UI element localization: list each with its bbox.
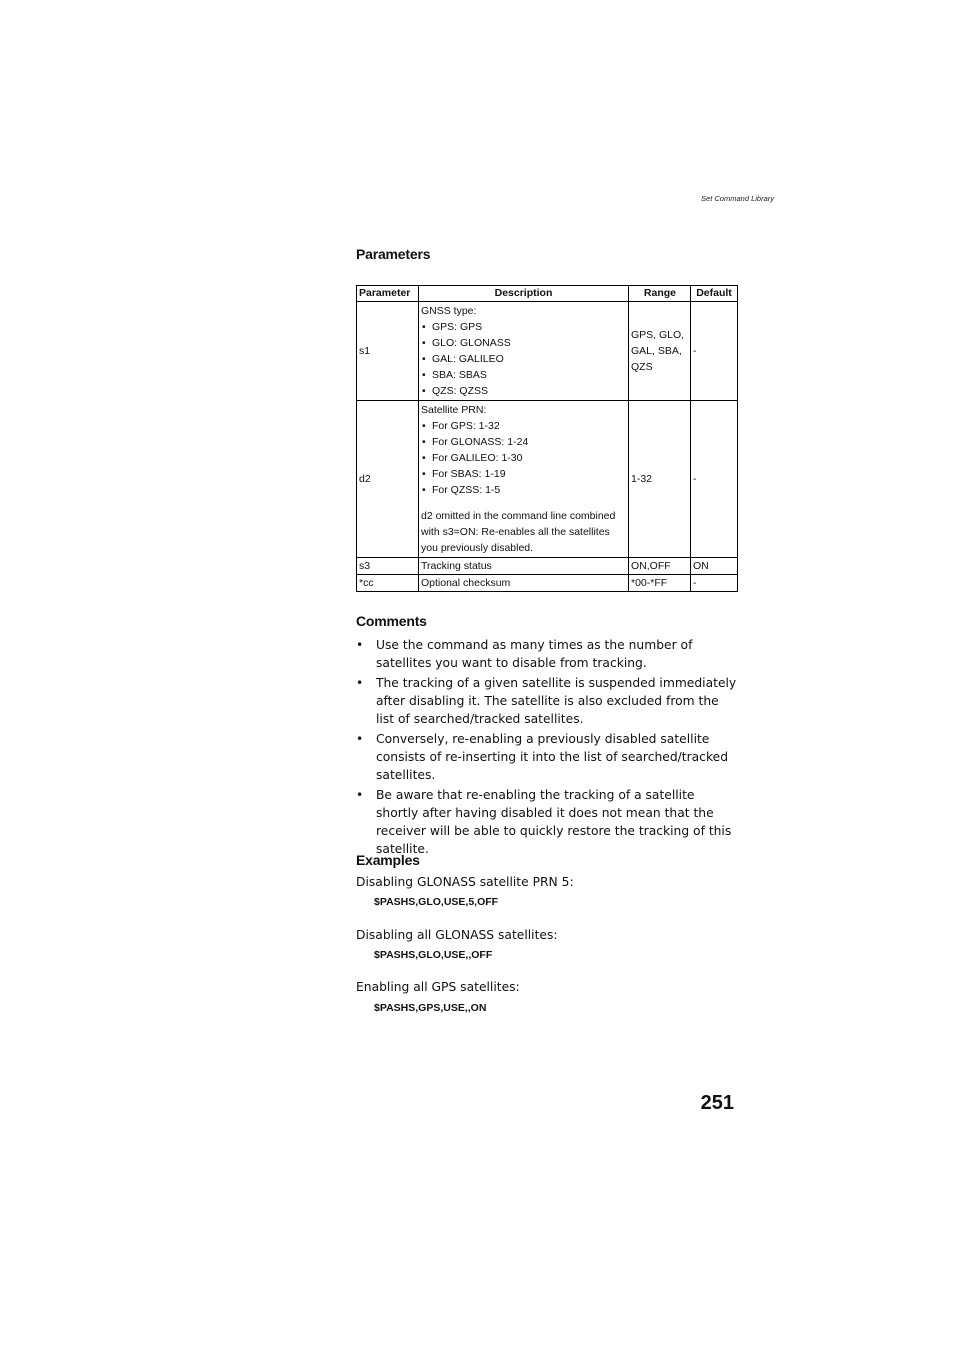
page-number: 251 xyxy=(700,1092,734,1114)
example-description: Enabling all GPS satellites: xyxy=(356,980,520,994)
range-cell: 1-32 xyxy=(629,401,691,558)
default-cell: - xyxy=(691,302,738,401)
range-cell: ON,OFF xyxy=(629,558,691,575)
list-item: • GLO: GLONASS xyxy=(421,335,626,351)
column-header-default: Default xyxy=(691,286,738,302)
list-item: • Conversely, re-enabling a previously disabled satellite consists of re-inserting it into the list of searched/tracked satellites. xyxy=(356,730,740,784)
parameters-table xyxy=(356,285,738,592)
list-item: • Be aware that re-enabling the tracking of a satellite shortly after having disabled it does not mean that the receiver will be able to quickly restore the tracking of this satellite. xyxy=(356,786,740,858)
examples-heading: Examples xyxy=(356,852,420,868)
list-item: • SBA: SBAS xyxy=(421,367,626,383)
default-cell: - xyxy=(691,575,738,592)
description-note: d2 omitted in the command line combined with s3=ON: Re-enables all the satellites you previously disabled. xyxy=(421,510,616,554)
list-item: • For GPS: 1-32 xyxy=(421,418,626,434)
description-cell: Tracking status xyxy=(419,558,629,575)
column-header-description: Description xyxy=(419,286,629,302)
running-header: Set Command Library xyxy=(701,194,774,203)
list-item: • For GLONASS: 1-24 xyxy=(421,434,626,450)
description-list xyxy=(421,418,626,498)
list-item: • Use the command as many times as the number of satellites you want to disable from tracking. xyxy=(356,636,740,672)
table-header-row xyxy=(357,286,738,302)
description-cell xyxy=(419,401,629,558)
column-header-parameter: Parameter xyxy=(357,286,419,302)
description-list xyxy=(421,319,626,399)
range-cell: *00-*FF xyxy=(629,575,691,592)
example-description: Disabling GLONASS satellite PRN 5: xyxy=(356,875,574,889)
description-cell xyxy=(419,302,629,401)
param-cell: s3 xyxy=(357,558,419,575)
column-header-range: Range xyxy=(629,286,691,302)
table-row xyxy=(357,401,738,558)
example-command: $PASHS,GLO,USE,5,OFF xyxy=(374,896,499,908)
param-cell: s1 xyxy=(357,302,419,401)
list-item: • For QZSS: 1-5 xyxy=(421,482,626,498)
table-row xyxy=(357,558,738,575)
table-row xyxy=(357,302,738,401)
default-cell: ON xyxy=(691,558,738,575)
list-item: • GAL: GALILEO xyxy=(421,351,626,367)
description-title: GNSS type: xyxy=(421,305,477,317)
parameters-heading: Parameters xyxy=(356,246,431,262)
example-description: Disabling all GLONASS satellites: xyxy=(356,928,558,942)
list-item: • For SBAS: 1-19 xyxy=(421,466,626,482)
default-cell: - xyxy=(691,401,738,558)
list-item: • QZS: QZSS xyxy=(421,383,626,399)
example-command: $PASHS,GLO,USE,,OFF xyxy=(374,949,493,961)
comments-heading: Comments xyxy=(356,613,427,629)
example-command: $PASHS,GPS,USE,,ON xyxy=(374,1002,487,1014)
list-item: • For GALILEO: 1-30 xyxy=(421,450,626,466)
description-cell: Optional checksum xyxy=(419,575,629,592)
list-item: • GPS: GPS xyxy=(421,319,626,335)
comments-list xyxy=(356,636,740,860)
list-item: • The tracking of a given satellite is suspended immediately after disabling it. The satellite is also excluded from the list of searched/tracked satellites. xyxy=(356,674,740,728)
param-cell: d2 xyxy=(357,401,419,558)
description-title: Satellite PRN: xyxy=(421,404,487,416)
table-row xyxy=(357,575,738,592)
param-cell: *cc xyxy=(357,575,419,592)
range-cell: GPS, GLO, GAL, SBA, QZS xyxy=(629,302,691,401)
